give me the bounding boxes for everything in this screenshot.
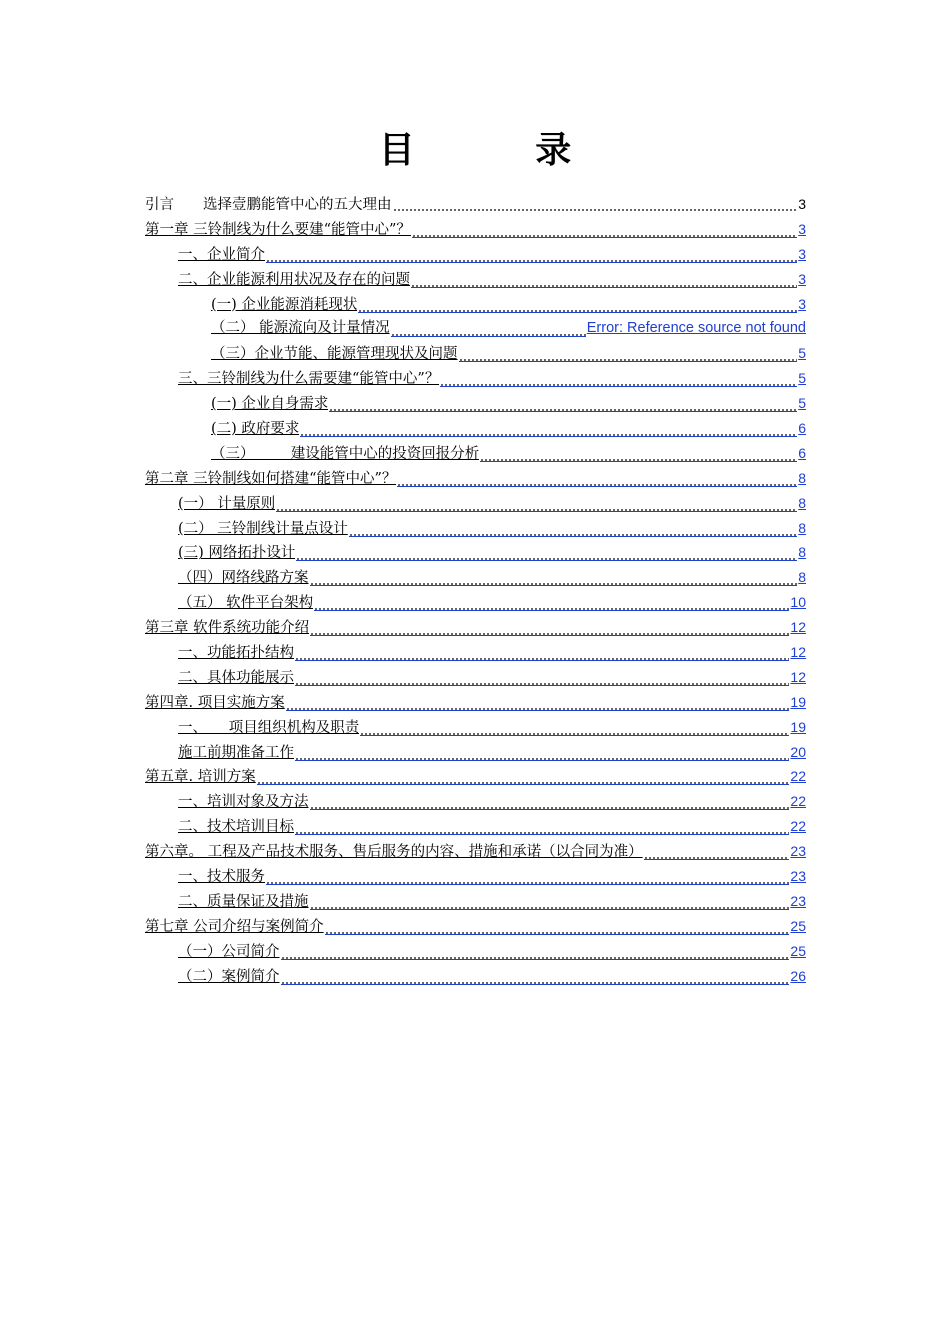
toc-entry[interactable]	[145, 540, 806, 565]
toc-entry-text: (一) 企业自身需求	[211, 396, 329, 413]
dot-leader	[310, 807, 790, 810]
toc-page-number[interactable]: 12	[790, 619, 806, 636]
toc-entry[interactable]	[145, 267, 806, 292]
toc-entry-text: 二、企业能源利用状况及存在的问题	[178, 271, 410, 288]
dot-leader	[329, 409, 797, 412]
toc-entry-text: (一) 企业能源消耗现状	[211, 296, 358, 313]
toc-entry[interactable]	[145, 565, 806, 590]
toc-entry-text: (三) 网络拓扑设计	[178, 545, 296, 562]
toc-entry[interactable]	[145, 391, 806, 416]
toc-page-number[interactable]: Error: Reference source not found	[586, 320, 806, 337]
dot-leader	[281, 982, 790, 985]
toc-entry[interactable]	[145, 864, 806, 889]
dot-leader	[349, 534, 797, 537]
toc-entry-text: （一）公司简介	[178, 943, 280, 960]
toc-entry[interactable]	[145, 217, 806, 242]
dot-leader	[281, 957, 790, 960]
toc-entry-text: 三、三铃制线为什么需要建“能管中心”？	[178, 371, 440, 388]
toc-entry-text: 一、培训对象及方法	[178, 794, 309, 811]
toc-page-number[interactable]: 6	[798, 420, 806, 437]
toc-entry-text: (二) 政府要求	[211, 421, 300, 438]
toc-page-number[interactable]: 8	[798, 544, 806, 561]
dot-leader	[296, 558, 797, 561]
toc-entry[interactable]	[145, 964, 806, 989]
dot-leader	[358, 310, 797, 313]
toc-entry-text: 一、 项目组织机构及职责	[178, 719, 360, 736]
toc-entry-text: 施工前期准备工作	[178, 744, 294, 761]
toc-entry[interactable]	[145, 665, 806, 690]
toc-title: 目 录	[378, 129, 626, 171]
toc-entry-text: （三） 建设能管中心的投资回报分析	[211, 445, 480, 462]
dot-leader	[276, 509, 797, 512]
table-of-contents	[145, 192, 806, 989]
toc-entry[interactable]	[145, 690, 806, 715]
toc-entry	[145, 192, 806, 217]
toc-entry[interactable]	[145, 939, 806, 964]
dot-leader	[644, 857, 790, 860]
dot-leader	[295, 832, 789, 835]
toc-entry-text: （五） 软件平台架构	[178, 595, 314, 612]
toc-page-number[interactable]: 23	[790, 843, 806, 860]
toc-entry-text: (二） 三铃制线计量点设计	[178, 520, 348, 537]
toc-page-number[interactable]: 12	[790, 668, 806, 685]
toc-entry-text: 二、技术培训目标	[178, 819, 294, 836]
toc-page-number[interactable]: 25	[790, 917, 806, 934]
toc-page-number[interactable]: 3	[798, 295, 806, 312]
toc-page-number[interactable]: 8	[798, 569, 806, 586]
toc-entry-text: 第三章 软件系统功能介绍	[145, 620, 310, 637]
toc-page-number[interactable]: 19	[790, 718, 806, 735]
dot-leader	[310, 583, 798, 586]
dot-leader	[310, 633, 789, 636]
toc-page-number[interactable]: 3	[798, 220, 806, 237]
dot-leader	[360, 733, 789, 736]
toc-page-number: 3	[798, 196, 806, 212]
toc-entry[interactable]	[145, 491, 806, 516]
toc-entry-text: （二）案例简介	[178, 968, 280, 985]
toc-entry[interactable]	[145, 914, 806, 939]
toc-page-number[interactable]: 23	[790, 892, 806, 909]
toc-entry[interactable]	[145, 416, 806, 441]
toc-entry-text: 引言 选择壹鹏能管中心的五大理由	[145, 197, 392, 213]
dot-leader	[325, 932, 790, 935]
toc-page-number[interactable]: 8	[798, 494, 806, 511]
dot-leader	[480, 459, 797, 462]
toc-entry[interactable]	[145, 789, 806, 814]
toc-entry-text: 一、企业简介	[178, 246, 265, 263]
toc-entry[interactable]	[145, 466, 806, 491]
toc-page-number[interactable]: 25	[790, 942, 806, 959]
dot-leader	[286, 708, 790, 711]
dot-leader	[295, 683, 789, 686]
toc-entry-text: (一） 计量原则	[178, 495, 276, 512]
toc-page-number[interactable]: 20	[790, 743, 806, 760]
toc-entry-text: 第二章 三铃制线如何搭建“能管中心”？	[145, 470, 397, 487]
toc-page-number[interactable]: 10	[790, 594, 806, 611]
toc-entry[interactable]	[145, 839, 806, 864]
toc-entry[interactable]	[145, 814, 806, 839]
toc-entry-text: 第六章。 工程及产品技术服务、售后服务的内容、措施和承诺（以合同为准）	[145, 844, 643, 861]
toc-page-number[interactable]: 5	[798, 395, 806, 412]
toc-page-number[interactable]: 5	[798, 370, 806, 387]
toc-entry-text: 二、具体功能展示	[178, 669, 294, 686]
toc-entry[interactable]	[145, 292, 806, 317]
toc-page-number[interactable]: 23	[790, 868, 806, 885]
dot-leader	[295, 758, 789, 761]
toc-page-number[interactable]: 3	[798, 245, 806, 262]
toc-entry[interactable]	[145, 316, 806, 341]
toc-page-number[interactable]: 22	[790, 818, 806, 835]
toc-entry[interactable]	[145, 715, 806, 740]
toc-page-number[interactable]: 6	[798, 444, 806, 461]
toc-page-number[interactable]: 8	[798, 519, 806, 536]
toc-entry[interactable]	[145, 366, 806, 391]
toc-entry[interactable]	[145, 341, 806, 366]
dot-leader	[314, 608, 789, 611]
toc-entry[interactable]	[145, 590, 806, 615]
toc-page-number[interactable]: 12	[790, 644, 806, 661]
toc-entry[interactable]	[145, 242, 806, 267]
dot-leader	[266, 882, 789, 885]
toc-page-number[interactable]: 22	[790, 768, 806, 785]
dot-leader	[412, 235, 797, 238]
toc-entry-text: （三）企业节能、能源管理现状及问题	[211, 346, 458, 363]
toc-entry-text: 第七章 公司介绍与案例简介	[145, 918, 324, 935]
toc-entry-text: 第四章. 项目实施方案	[145, 694, 285, 711]
toc-entry[interactable]	[145, 615, 806, 640]
toc-entry-text: 二、质量保证及措施	[178, 893, 309, 910]
toc-entry[interactable]	[145, 640, 806, 665]
toc-entry-text: （四）网络线路方案	[178, 570, 309, 587]
dot-leader	[397, 484, 797, 487]
dot-leader	[257, 782, 790, 785]
toc-page-number[interactable]: 26	[790, 967, 806, 984]
toc-entry-text: 第五章. 培训方案	[145, 769, 256, 786]
toc-entry[interactable]	[145, 516, 806, 541]
dot-leader	[391, 334, 586, 337]
dot-leader	[440, 384, 797, 387]
toc-entry[interactable]	[145, 740, 806, 765]
toc-entry[interactable]	[145, 764, 806, 789]
toc-entry-text: 一、功能拓扑结构	[178, 645, 294, 662]
dot-leader	[310, 907, 790, 910]
toc-entry[interactable]	[145, 441, 806, 466]
dot-leader	[459, 359, 798, 362]
dot-leader	[393, 209, 798, 211]
toc-page-number[interactable]: 8	[798, 469, 806, 486]
toc-entry-text: （二） 能源流向及计量情况	[211, 320, 390, 337]
dot-leader	[411, 285, 797, 288]
toc-entry-text: 第一章 三铃制线为什么要建“能管中心”？	[145, 221, 411, 238]
toc-entry[interactable]	[145, 889, 806, 914]
toc-page-number[interactable]: 3	[798, 270, 806, 287]
dot-leader	[295, 658, 789, 661]
toc-page-number[interactable]: 19	[790, 693, 806, 710]
dot-leader	[300, 434, 797, 437]
toc-page-number[interactable]: 22	[790, 793, 806, 810]
toc-page-number[interactable]: 5	[798, 345, 806, 362]
toc-entry-text: 一、技术服务	[178, 869, 265, 886]
dot-leader	[266, 260, 797, 263]
